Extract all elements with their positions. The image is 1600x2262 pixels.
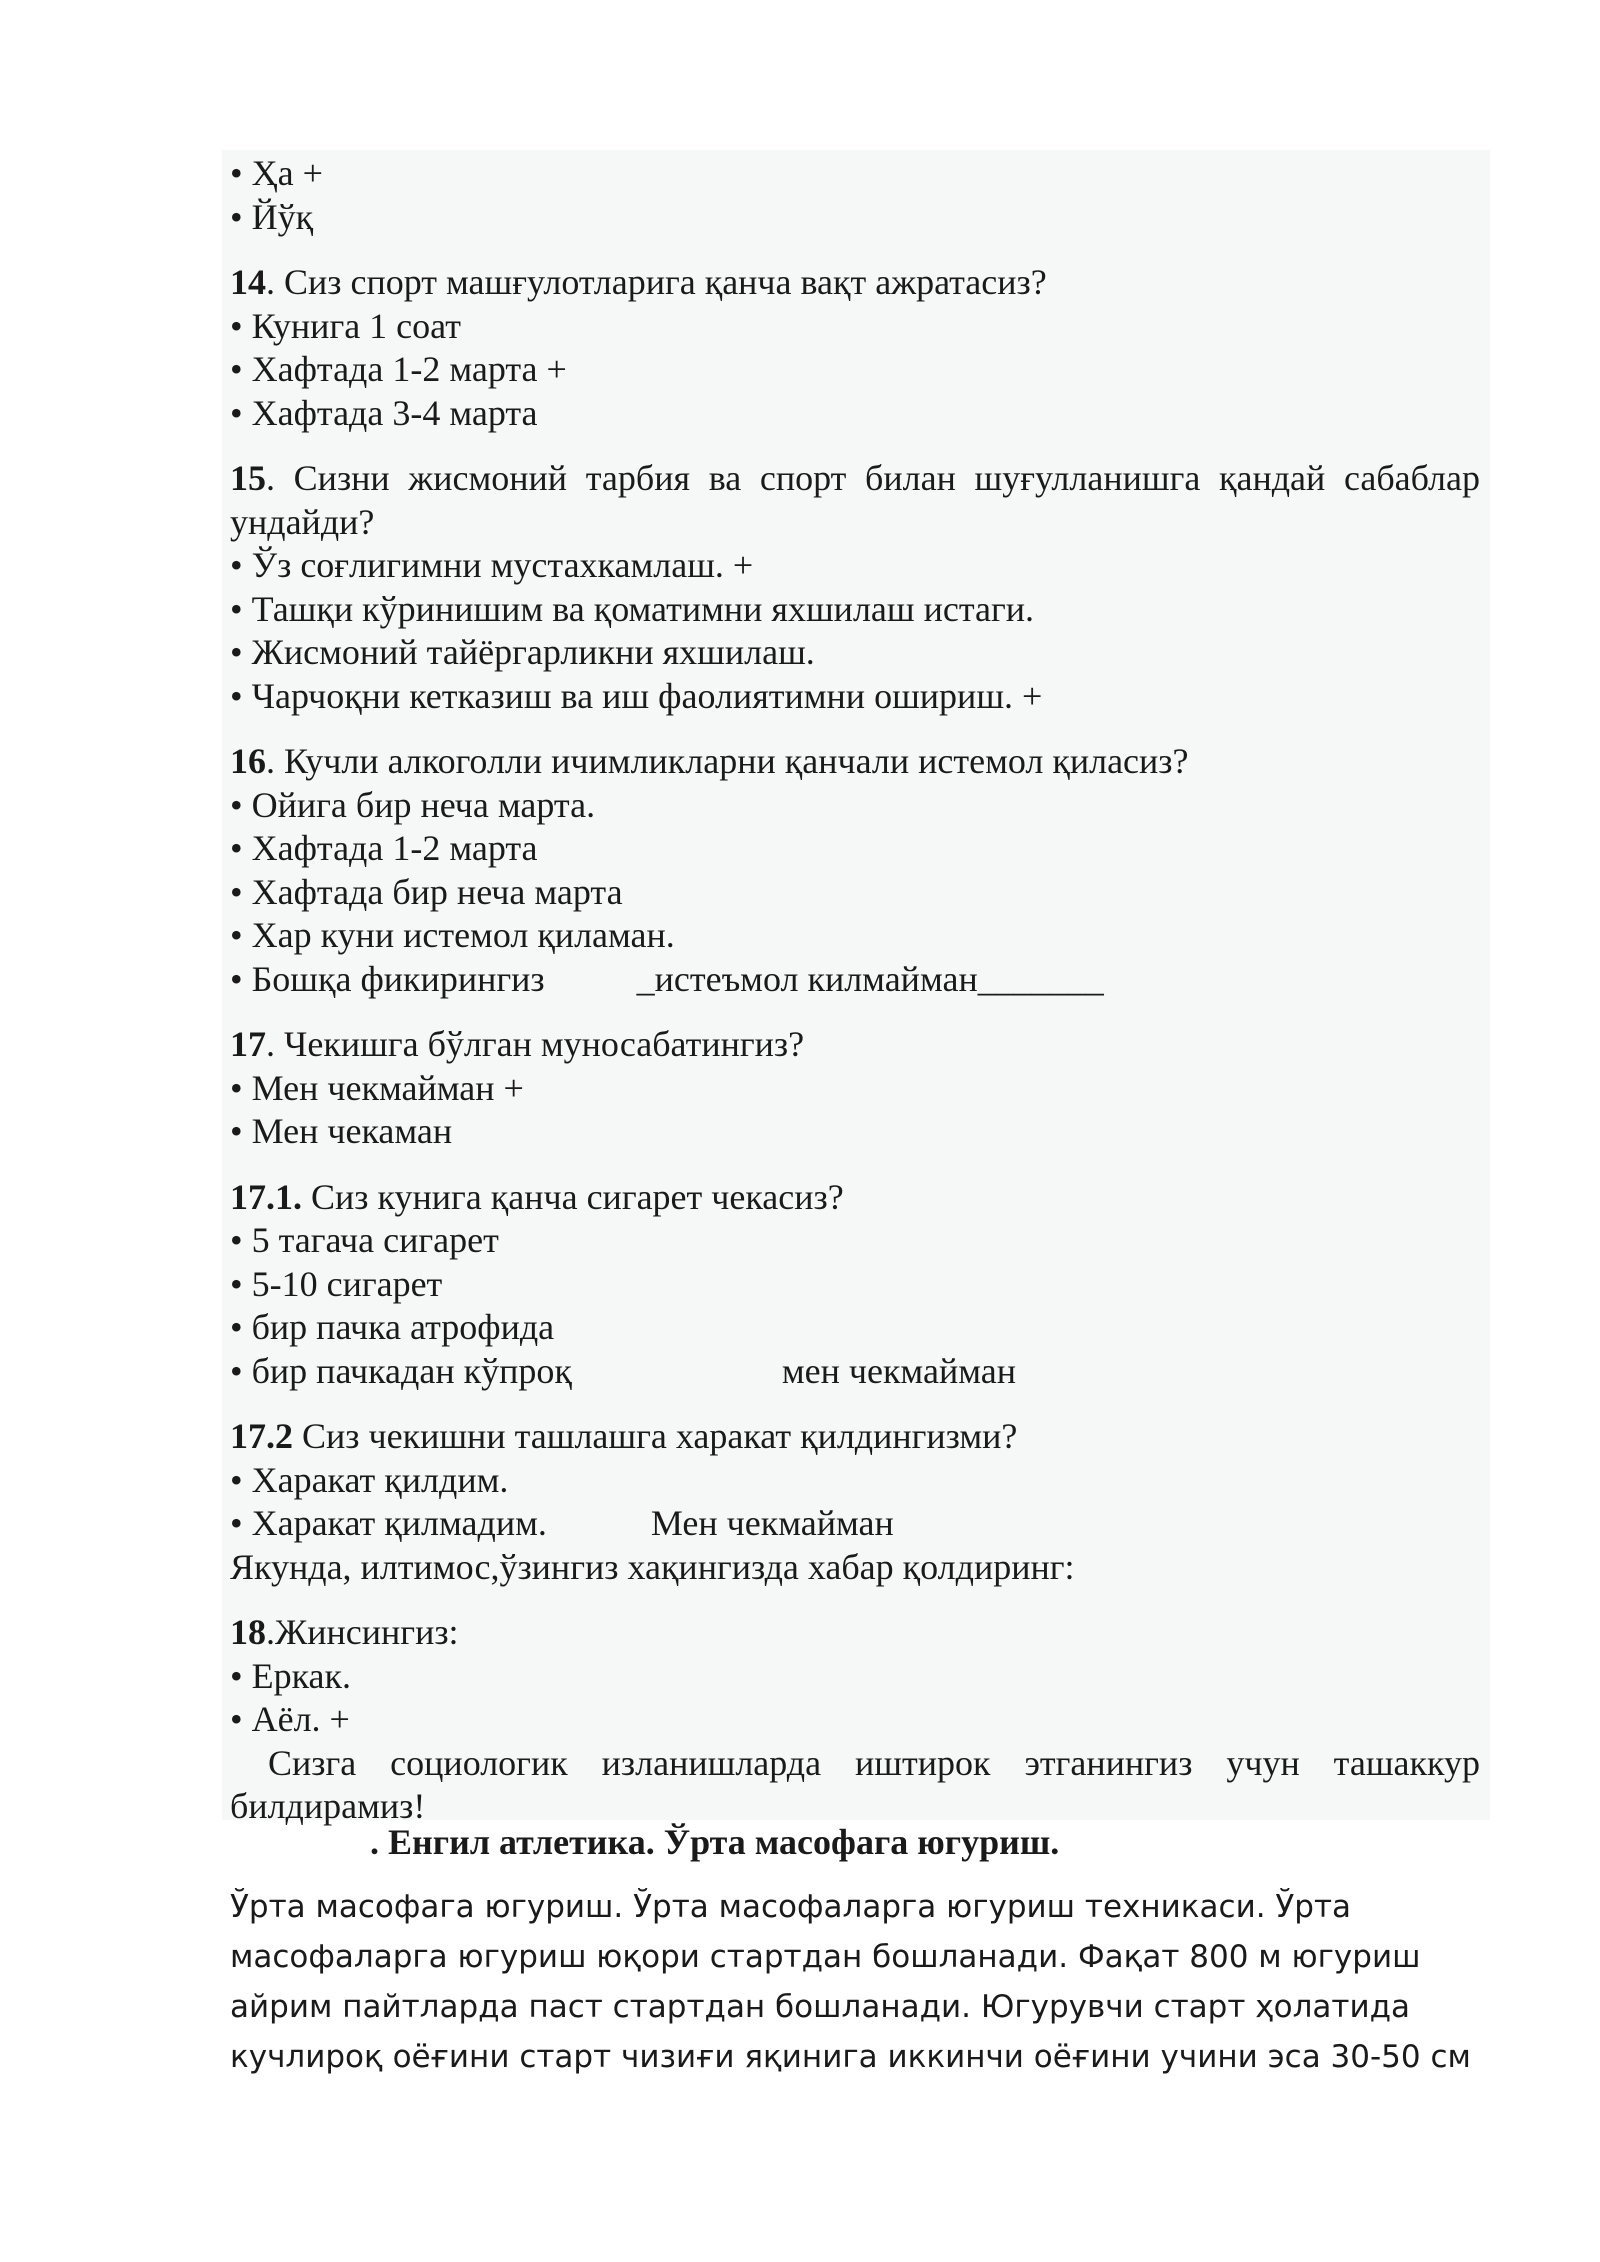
q15-option: • Ташқи кўринишим ва қоматимни яхшилаш истаги.	[230, 588, 1035, 629]
question-14	[230, 261, 1480, 305]
q17-1-last-option	[230, 1350, 1480, 1394]
q15-option: • Жисмоний тайёргарликни яхшилаш.	[230, 632, 815, 672]
q17-1-option: • бир пачкадан кўпроқ	[230, 1350, 572, 1391]
question-17-2	[230, 1415, 1480, 1459]
q17-1-option: • 5 тагача сигарет	[230, 1220, 499, 1260]
question-18	[230, 1611, 1480, 1655]
question-number: 15	[230, 458, 266, 498]
question-16	[230, 740, 1480, 784]
question-15-continuation: ундайди?	[230, 501, 375, 542]
q17-2-option: • Харакат қилмадим.	[230, 1503, 547, 1543]
q17-2-answer: Мен чекмайман	[650, 1503, 894, 1543]
question-number: 17.1.	[230, 1176, 302, 1217]
q16-option: • Хар куни истемол қиламан.	[230, 915, 675, 955]
q18-option: • Аёл. +	[230, 1699, 350, 1739]
q16-option: • Хафтада бир неча марта	[230, 871, 623, 912]
thanks-text: Сизга социологик изланишларда иштирок этганингиз учун ташаккур	[268, 1742, 1480, 1783]
survey-block	[222, 150, 1490, 1826]
question-text: Сиз чекишни ташлашга харакат қилдингизми?	[293, 1416, 1018, 1456]
question-15	[230, 457, 1480, 501]
question-text: . Кучли алкоголли ичимликларни қанчали истемол қиласиз?	[266, 741, 1189, 781]
q17-option: • Мен чекмайман +	[230, 1067, 524, 1108]
q13-option-no: • Йўқ	[230, 196, 314, 237]
question-text: .Жинсингиз:	[266, 1612, 459, 1652]
question-number: 16	[230, 741, 266, 781]
q13-option-yes: • Ҳа +	[230, 153, 323, 193]
thanks-continuation: билдирамиз!	[230, 1786, 426, 1826]
q14-option: • Хафтада 1-2 марта +	[230, 349, 567, 389]
question-number: 17.2	[230, 1416, 293, 1456]
q14-option: • Хафтада 3-4 марта	[230, 392, 538, 433]
body-line: Ўрта масофага югуриш. Ўрта масофаларга югуриш техникаси. Ўрта	[230, 1889, 1352, 1925]
q15-option: • Чарчоқни кетказиш ва иш фаолиятимни ошириш. +	[230, 675, 1043, 716]
q17-2-option: • Харакат қилдим.	[230, 1459, 509, 1500]
body-line: масофаларга югуриш юқори стартдан бошланади. Фақат 800 м югуриш	[230, 1939, 1421, 1975]
survey-content	[230, 152, 1480, 1829]
q17-option: • Мен чекаман	[230, 1111, 453, 1151]
q15-option: • Ўз соғлигимни мустахкамлаш. +	[230, 545, 754, 585]
q17-2-last-option	[230, 1502, 1480, 1546]
question-number: 14	[230, 262, 266, 302]
body-line: айрим пайтларда паст стартдан бошланади. Югурувчи старт ҳолатида	[230, 1989, 1411, 2025]
section-heading: . Енгил атлетика. Ўрта масофага югуриш.	[370, 1822, 1060, 1862]
q16-other-answer: _истеъмол килмайман_______	[636, 958, 1104, 999]
question-text: . Чекишга бўлган муносабатингиз?	[266, 1024, 805, 1064]
q18-option: • Еркак.	[230, 1655, 352, 1696]
q17-1-option: • 5-10 сигарет	[230, 1263, 443, 1304]
body-paragraph	[230, 1882, 1470, 2082]
question-text: . Сизни жисмоний тарбия ва спорт билан шуғулланишга қандай сабаблар	[266, 458, 1480, 498]
q17-1-answer: мен чекмайман	[781, 1350, 1016, 1391]
question-17-1	[230, 1176, 1480, 1220]
q16-option: • Ойига бир неча марта.	[230, 784, 596, 825]
question-17	[230, 1023, 1480, 1067]
question-text: . Сиз спорт машғулотларига қанча вақт ажратасиз?	[266, 262, 1047, 302]
q14-option: • Кунига 1 соат	[230, 305, 461, 346]
q16-option: • Хафтада 1-2 марта	[230, 828, 538, 868]
q17-1-option: • бир пачка атрофида	[230, 1307, 555, 1347]
question-number: 17	[230, 1024, 266, 1064]
question-text: Сиз кунига қанча сигарет чекасиз?	[302, 1176, 844, 1217]
question-number: 18	[230, 1612, 266, 1652]
closing-prompt: Якунда, илтимос,ўзингиз хақингизда хабар қолдиринг:	[230, 1546, 1075, 1587]
q16-other-label: • Бошқа фикирингиз	[230, 958, 545, 999]
q16-other	[230, 958, 1480, 1002]
body-line: кучлироқ оёғини старт чизиғи яқинига иккинчи оёғини учини эса 30-50 см	[230, 2039, 1471, 2075]
